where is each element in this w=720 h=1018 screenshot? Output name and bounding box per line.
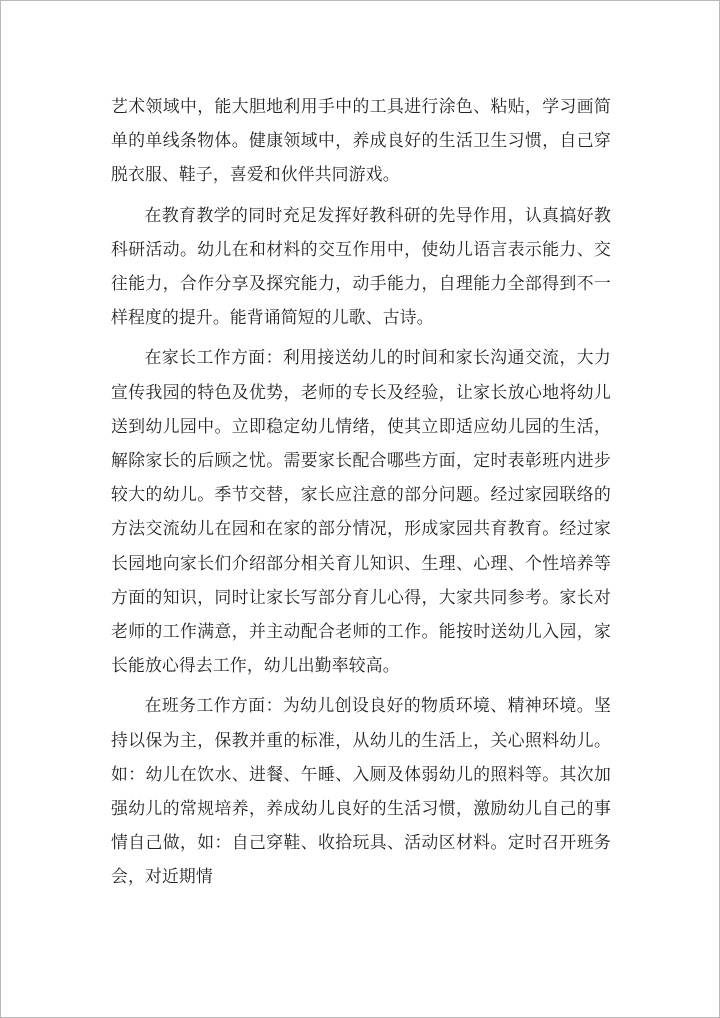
document-body	[111, 89, 611, 894]
paragraph-arts-health: 艺术领域中，能大胆地利用手中的工具进行涂色、粘贴，学习画简单的单线条物体。健康领域中，养成良好的生活卫生习惯，自己穿脱衣服、鞋子，喜爱和伙伴共同游戏。	[111, 96, 611, 185]
paragraph-teaching-research: 在教育教学的同时充足发挥好教科研的先导作用，认真搞好教科研活动。幼儿在和材料的交互作用中，使幼儿语言表示能力、交往能力，合作分享及探究能力，动手能力，自理能力全部得到不一样程度的提升。能背诵简短的儿歌、古诗。	[111, 204, 611, 328]
paragraph-class-affairs: 在班务工作方面：为幼儿创设良好的物质环境、精神环境。坚持以保为主，保教并重的标准，从幼儿的生活上，关心照料幼儿。如：幼儿在饮水、进餐、午睡、入厕及体弱幼儿的照料等。其次加强幼儿的常规培养，养成幼儿良好的生活习惯，激励幼儿自己的事情自己做，如：自己穿鞋、收拾玩具、活动区材料。定时召开班务会，对近期情	[111, 695, 611, 887]
paragraph-parent-work: 在家长工作方面：利用接送幼儿的时间和家长沟通交流，大力宣传我园的特色及优势，老师的专长及经验，让家长放心地将幼儿送到幼儿园中。立即稳定幼儿情绪，使其立即适应幼儿园的生活，解除家长的后顾之忧。需要家长配合哪些方面，定时表彰班内进步较大的幼儿。季节交替，家长应注意的部分问题。经过家园联络的方法交流幼儿在园和在家的部分情况，形成家园共育教育。经过家长园地向家长们介绍部分相关育儿知识、生理、心理、个性培养等方面的知识，同时让家长写部分育儿心得，大家共同参考。家长对老师的工作满意，并主动配合老师的工作。能按时送幼儿入园，家长能放心得去工作，幼儿出勤率较高。	[111, 347, 611, 676]
